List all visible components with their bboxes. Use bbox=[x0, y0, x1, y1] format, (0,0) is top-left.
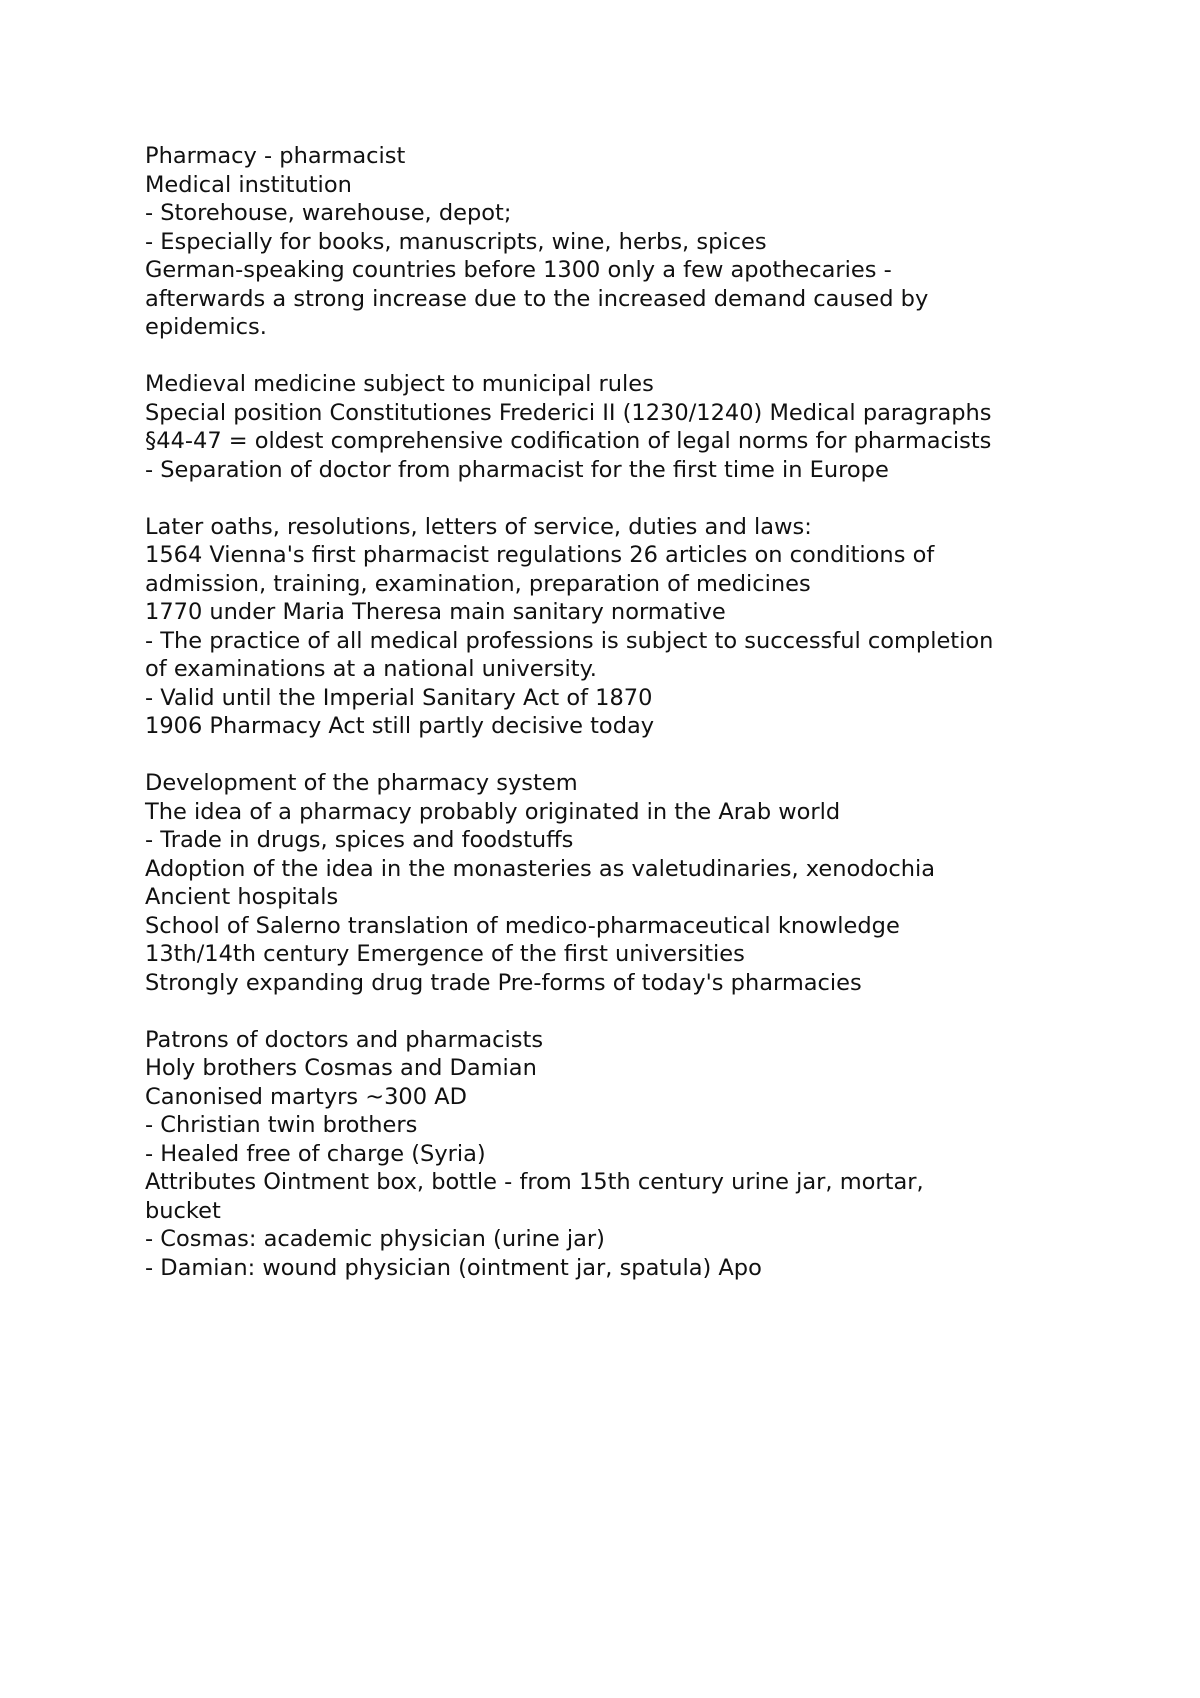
text-line: - Storehouse, warehouse, depot; bbox=[145, 200, 512, 226]
paragraph-spacer bbox=[145, 484, 1145, 513]
document-body bbox=[145, 142, 1145, 1282]
text-line: Adoption of the idea in the monasteries as valetudinaries, xenodochia bbox=[145, 855, 935, 882]
text-line: bucket bbox=[145, 1197, 221, 1224]
text-line: German-speaking countries before 1300 only a few apothecaries - bbox=[145, 257, 892, 283]
text-line: - Cosmas: academic physician (urine jar) bbox=[145, 1226, 605, 1252]
text-line: The idea of a pharmacy probably originated in the Arab world bbox=[145, 798, 841, 825]
text-line: of examinations at a national university. bbox=[145, 656, 597, 682]
section-heading: Medieval medicine subject to municipal rules bbox=[145, 371, 654, 397]
section-heading: Pharmacy - pharmacist bbox=[145, 143, 406, 169]
text-line: Special position Constitutiones Frederici II (1230/1240) Medical paragraphs bbox=[145, 399, 992, 426]
section-heading: Development of the pharmacy system bbox=[145, 770, 578, 796]
section-pharmacy-development bbox=[145, 769, 1145, 997]
text-line: 1906 Pharmacy Act still partly decisive today bbox=[145, 713, 655, 739]
text-line: 1564 Vienna's first pharmacist regulations 26 articles on conditions of bbox=[145, 542, 935, 568]
text-line: epidemics. bbox=[145, 314, 267, 340]
text-line: Strongly expanding drug trade Pre-forms of today's pharmacies bbox=[145, 969, 862, 996]
section-patrons bbox=[145, 1026, 1145, 1283]
text-line: 1770 under Maria Theresa main sanitary normative bbox=[145, 599, 726, 625]
section-medieval-medicine bbox=[145, 370, 1145, 484]
text-line: Ancient hospitals bbox=[145, 884, 339, 910]
text-line: 13th/14th century Emergence of the first universities bbox=[145, 941, 745, 967]
text-line: afterwards a strong increase due to the increased demand caused by bbox=[145, 285, 929, 312]
text-line: admission, training, examination, preparation of medicines bbox=[145, 570, 811, 597]
section-heading: Later oaths, resolutions, letters of service, duties and laws: bbox=[145, 513, 812, 540]
text-line: - The practice of all medical professions is subject to successful completion bbox=[145, 627, 994, 654]
text-line: School of Salerno translation of medico-pharmaceutical knowledge bbox=[145, 912, 900, 939]
paragraph-spacer bbox=[145, 741, 1145, 770]
text-line: Attributes Ointment box, bottle - from 15th century urine jar, mortar, bbox=[145, 1169, 924, 1195]
text-line: - Christian twin brothers bbox=[145, 1112, 418, 1138]
text-line: Medical institution bbox=[145, 171, 352, 198]
text-line: - Especially for books, manuscripts, wine, herbs, spices bbox=[145, 228, 767, 255]
text-line: Canonised martyrs ~300 AD bbox=[145, 1083, 467, 1110]
text-line: - Healed free of charge (Syria) bbox=[145, 1140, 486, 1167]
text-line: - Separation of doctor from pharmacist for the first time in Europe bbox=[145, 456, 889, 483]
text-line: - Valid until the Imperial Sanitary Act of 1870 bbox=[145, 684, 653, 711]
text-line: §44-47 = oldest comprehensive codification of legal norms for pharmacists bbox=[145, 428, 992, 454]
text-line: - Trade in drugs, spices and foodstuffs bbox=[145, 827, 574, 853]
section-pharmacy-pharmacist bbox=[145, 142, 1145, 342]
text-line: - Damian: wound physician (ointment jar, spatula) Apo bbox=[145, 1254, 762, 1281]
paragraph-spacer bbox=[145, 342, 1145, 371]
text-line: Holy brothers Cosmas and Damian bbox=[145, 1055, 537, 1081]
section-heading: Patrons of doctors and pharmacists bbox=[145, 1026, 544, 1053]
section-later-oaths bbox=[145, 513, 1145, 741]
paragraph-spacer bbox=[145, 997, 1145, 1026]
